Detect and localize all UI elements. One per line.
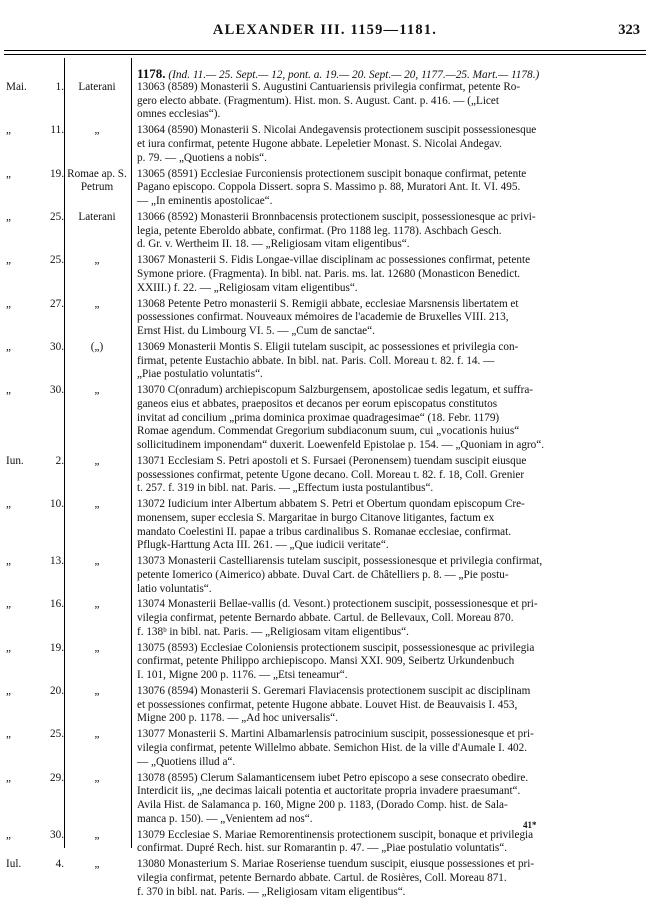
entry-text-line: 13071 Ecclesiam S. Petri apostoli et S. Fursaei (Peronensem) tuendam suscipit eiusque xyxy=(137,454,527,467)
entry-text-line: 13079 Ecclesiae S. Mariae Remorentinensis protectionem suscipit, bonaque et privilegia xyxy=(137,828,534,841)
entry-place: „ xyxy=(94,498,100,511)
entry-day: 27. xyxy=(50,297,64,310)
entry-text-line: et iura confirmat, petente Hugone abbate. Lepeletier Monast. S. Nicolai Andegav. xyxy=(137,138,502,150)
entry-text-line: p. 79. — „Quotiens a nobis“. xyxy=(137,151,267,164)
entry-text-line: vilegia confirmat, petente Willelmo abbate. Semichon Hist. de la ville d'Aumale I. 402. xyxy=(137,742,528,754)
entry-place: Laterani xyxy=(78,81,116,93)
entry-month: „ xyxy=(6,598,11,611)
entry-day: 2. xyxy=(55,454,64,467)
entry-text xyxy=(137,829,630,856)
running-header xyxy=(0,22,650,44)
entry-text xyxy=(137,341,630,382)
year-heading xyxy=(137,66,637,82)
entry-day: 20. xyxy=(50,685,64,697)
entry-text-line: possessiones confirmat, petente Ugone decano. Coll. Moreau t. 82. f. 18, Coll. Grenier xyxy=(137,468,525,481)
entry-month: „ xyxy=(6,254,11,267)
entry-place: „ xyxy=(94,297,100,310)
entry-day: 30. xyxy=(50,384,64,397)
header-rule-thin xyxy=(4,54,646,55)
year-number: 1178. xyxy=(137,66,166,81)
entry-place: Laterani xyxy=(78,210,116,223)
entry-text xyxy=(137,211,630,252)
entry-month: „ xyxy=(6,828,11,841)
entry-text-line: XXIII.) f. 22. — „Religiosam vitam eligentibus“. xyxy=(137,281,358,294)
entry-text xyxy=(137,642,630,683)
entry-month: „ xyxy=(6,384,11,397)
entry-day: 30. xyxy=(50,340,64,353)
entry-text xyxy=(137,254,630,295)
entry-month: „ xyxy=(6,167,11,180)
entry-text xyxy=(137,124,630,165)
entry-day: 4. xyxy=(55,858,64,871)
entry-text xyxy=(137,685,630,726)
entry-text xyxy=(137,168,630,209)
indiction-note: (Ind. 11.— 25. Sept.— 12, pont. a. 19.— 20. Sept.— 20, 1177.—25. Mart.— 1178.) xyxy=(168,69,540,81)
entry-text-line: f. 138ᵇ in bibl. nat. Paris. — „Religiosam vitam eligentibus“. xyxy=(137,625,409,638)
entry-day: 30. xyxy=(50,828,64,841)
entry-text-line: ganeos eius et abbates, praepositos et decanos per eorum episcopatus constitutos xyxy=(137,397,498,410)
entry-text-line: legia, petente Eberoldo abbate, confirmat. (Pro 1188 leg. 1178). Aschbach Gesch. xyxy=(137,224,502,237)
entry-text xyxy=(137,384,630,453)
entry-day: 11. xyxy=(50,124,64,137)
entry-text-line: 13072 Iudicium inter Albertum abbatem S. Petri et Obertum quondam episcopum Cre- xyxy=(137,498,525,511)
entry-place: „ xyxy=(94,254,100,267)
entry-text-line: 13064 (8590) Monasterii S. Nicolai Andegavensis protectionem suscipit possessionesque xyxy=(137,124,537,137)
entry-text-line: latio voluntatis“. xyxy=(137,582,212,595)
entry-text-line: 13076 (8594) Monasterii S. Geremari Flaviacensis protectionem suscipit ac disciplinam xyxy=(137,685,531,697)
entry-text-line: d. Gr. v. Wertheim II. 18. — „Religiosam vitam eligentibus“. xyxy=(137,238,410,251)
entry-text-line: vilegia confirmat, petente Bernardo abbate. Cartul. de Rosières, Coll. Moreau 871. xyxy=(137,871,507,884)
entry-day: 19. xyxy=(50,641,64,654)
entry-text xyxy=(137,555,630,596)
entry-text xyxy=(137,298,630,339)
entry-text-line: f. 370 in bibl. nat. Paris. — „Religiosam vitam eligentibus“. xyxy=(137,885,406,898)
column-divider-place xyxy=(131,58,132,848)
entry-text-line: Ernst Hist. du Limbourg VI. 5. — „Cum de sanctae“. xyxy=(137,324,375,337)
entry-day: 19. xyxy=(50,167,64,180)
entry-text-line: 13070 C(onradum) archiepiscopum Salzburgensem, apostolicae sedis legatum, et suffra- xyxy=(137,384,534,397)
entry-text xyxy=(137,81,630,122)
entry-text-line: Migne 200 p. 1178. — „Ad hoc universalis“. xyxy=(137,712,338,725)
column-divider-date xyxy=(64,58,65,848)
entry-place: „ xyxy=(94,124,100,137)
entry-text-line: confirmat, petente Philippo archiepiscopo. Mansi XXI. 909, Seibertz Urkundenbuch xyxy=(137,655,515,668)
entry-month: „ xyxy=(6,124,11,137)
entry-text-line: manca p. 150). — „Venientem ad nos“. xyxy=(137,812,313,825)
entry-month: Iul. xyxy=(6,858,22,871)
signature-mark: 41* xyxy=(523,820,537,830)
entry-text-line: vilegia confirmat, petente Bernardo abbate. Cartul. de Bellevaux, Coll. Moreau 870. xyxy=(137,612,514,625)
entry-place: „ xyxy=(94,685,100,697)
entry-text-line: „Piae postulatio voluntatis“. xyxy=(137,368,263,381)
entry-text-line: Symone priore. (Fragmenta). In bibl. nat. Paris. ms. lat. 12680 (Monasticon Benedict. xyxy=(137,267,521,280)
entry-place: „ xyxy=(94,454,100,467)
entry-text-line: 13068 Petente Petro monasterii S. Remigii abbate, ecclesiae Marsnensis libertatem et xyxy=(137,297,519,310)
entry-day: 25. xyxy=(50,728,64,741)
entry-day: 10. xyxy=(50,498,64,511)
header-rule-thick xyxy=(4,50,646,51)
entry-text xyxy=(137,728,630,769)
entry-day: 29. xyxy=(50,771,64,784)
entry-text-line: et possessiones confirmat, petente Hugone abbate. Louvet Hist. de Beauvaisis I. 453, xyxy=(137,698,518,711)
entry-place: „ xyxy=(94,598,100,611)
entry-text-line: mandato Coelestini II. papae a tribus cardinalibus S. Romanae ecclesiae, confirmat. xyxy=(137,525,512,538)
entry-place: („) xyxy=(90,340,104,353)
entry-month: „ xyxy=(6,555,11,568)
entry-text-line: invitat ad concilium „prima dominica proximae quadragesimae“ (18. Febr. 1179) xyxy=(137,411,500,424)
entry-day: 25. xyxy=(50,254,64,267)
entry-text-line: monensem, super ecclesia S. Margaritae in burgo Citanove litigantes, factum ex xyxy=(137,511,495,524)
entry-place: „ xyxy=(94,828,100,841)
entry-text xyxy=(137,858,630,899)
entry-place: „ xyxy=(94,555,100,568)
page-number: 323 xyxy=(618,22,640,38)
entry-place: „ xyxy=(94,384,100,397)
entry-text-line: Pflugk-Harttung Acta III. 261. — „Que iudicii veritate“. xyxy=(137,539,389,552)
entry-day: 1. xyxy=(55,81,64,93)
entry-day: 16. xyxy=(50,598,64,611)
entry-text-line: t. 257. f. 319 in bibl. nat. Paris. — „Effectum iusta postulantibus“. xyxy=(137,482,434,495)
entry-text-line: 13078 (8595) Clerum Salamanticensem iubet Petro episcopo a sese consecrato obedire. xyxy=(137,771,529,784)
entry-month: „ xyxy=(6,641,11,654)
entry-text-line: firmat, petente Eustachio abbate. In bibl. nat. Paris. Coll. Moreau t. 82. f. 14. — xyxy=(137,354,495,367)
entry-month: „ xyxy=(6,771,11,784)
header-title: ALEXANDER III. 1159—1181. xyxy=(212,22,438,38)
entry-day: 13. xyxy=(50,555,64,568)
entry-text-line: Pagano episcopo. Coppola Dissert. sopra S. Massimo p. 88, Muratori Ant. It. VI. 495. xyxy=(137,181,521,194)
entry-text-line: gero electo abbate. (Fragmentum). Hist. mon. S. August. Cant. p. 416. — („Licet xyxy=(137,94,499,107)
entry-month: „ xyxy=(6,297,11,310)
entry-text-line: 13063 (8589) Monasterii S. Augustini Cantuariensis privilegia confirmat, petente Ro- xyxy=(137,81,521,93)
entry-text-line: 13075 (8593) Ecclesiae Coloniensis protectionem suscipit, possessionesque ac privilegia xyxy=(137,641,535,654)
entry-month: „ xyxy=(6,728,11,741)
entry-text-line: Interdicit iis, „ne decimas laicali potentia et auctoritate propria invadere praesumant“. xyxy=(137,785,521,798)
entry-text-line: 13073 Monasterii Castelliarensis tutelam suscipit, possessionesque et privilegia confirmat, xyxy=(137,555,543,568)
entry-text-line: 13074 Monasterii Bellae-vallis (d. Vesont.) protectionem suscipit, possessionesque et pri- xyxy=(137,598,538,611)
entry-text xyxy=(137,772,630,827)
entry-text-line: 13066 (8592) Monasterii Bronnbacensis protectionem suscipit, possessionesque ac privi- xyxy=(137,210,536,223)
entry-day: 25. xyxy=(50,210,64,223)
entry-month: „ xyxy=(6,340,11,353)
entry-text-line: confirmat. Dupré Rech. hist. sur Romarantin p. 47. — „Piae postulatio voluntatis“. xyxy=(137,842,508,855)
entry-text-line: sollicitudinem imponendam“ duxerit. Loewenfeld Epistolae p. 154. — „Quoniam in agro“. xyxy=(137,438,544,451)
entry-text-line: 13069 Monasterii Montis S. Eligii tutelam suscipit, ac possessiones et privilegia con- xyxy=(137,340,519,353)
entry-text-line: I. 101, Migne 200 p. 1176. — „Etsi teneamur“. xyxy=(137,669,348,682)
entry-text xyxy=(137,598,630,639)
entry-text-line: omnes ecclesias“). xyxy=(137,108,221,121)
entry-place: „ xyxy=(94,728,100,741)
entry-place: Romae ap. S. Petrum xyxy=(67,167,127,194)
entry-month: „ xyxy=(6,685,11,697)
entry-text xyxy=(137,455,630,496)
entry-text-line: 13080 Monasterium S. Mariae Roseriense tuendum suscipit, eiusque possessiones et pri- xyxy=(137,858,535,871)
entry-text-line: 13065 (8591) Ecclesiae Furconiensis protectionem suscipit bonaque confirmat, petente xyxy=(137,167,527,180)
entry-place: „ xyxy=(94,771,100,784)
entry-text-line: 13077 Monasterii S. Martini Albamarlensis patrocinium suscipit, possessionesque et pri- xyxy=(137,728,534,741)
entry-text-line: Avila Hist. de Salamanca p. 160, Migne 200 p. 1183, (Dorado Comp. hist. de Sala- xyxy=(137,799,508,811)
entry-text-line: 13067 Monasterii S. Fidis Longae-villae disciplinam ac possessiones confirmat, petente xyxy=(137,254,531,267)
entry-month: „ xyxy=(6,210,11,223)
entry-text-line: Romae agendum. Commendat Gregorium subdiaconum suum, cui „vocationis huius“ xyxy=(137,425,520,438)
entry-month: „ xyxy=(6,498,11,511)
entry-month: Mai. xyxy=(6,81,27,93)
entry-text-line: petente Iomerico (Aimerico) abbate. Duval Cart. de Châtelliers p. 8. — „Pie postu- xyxy=(137,568,509,581)
entry-text-line: possessiones confirmat. Nouveaux mémoires de l'academie de Bruxelles VIII. 213, xyxy=(137,311,509,324)
entry-text-line: — „In eminentis apostolicae“. xyxy=(137,195,273,207)
entry-text xyxy=(137,498,630,553)
entry-place: „ xyxy=(94,641,100,654)
entry-place: „ xyxy=(94,858,100,871)
entry-text-line: — „Quotiens illud a“. xyxy=(137,755,236,768)
entry-month: Iun. xyxy=(6,454,24,467)
